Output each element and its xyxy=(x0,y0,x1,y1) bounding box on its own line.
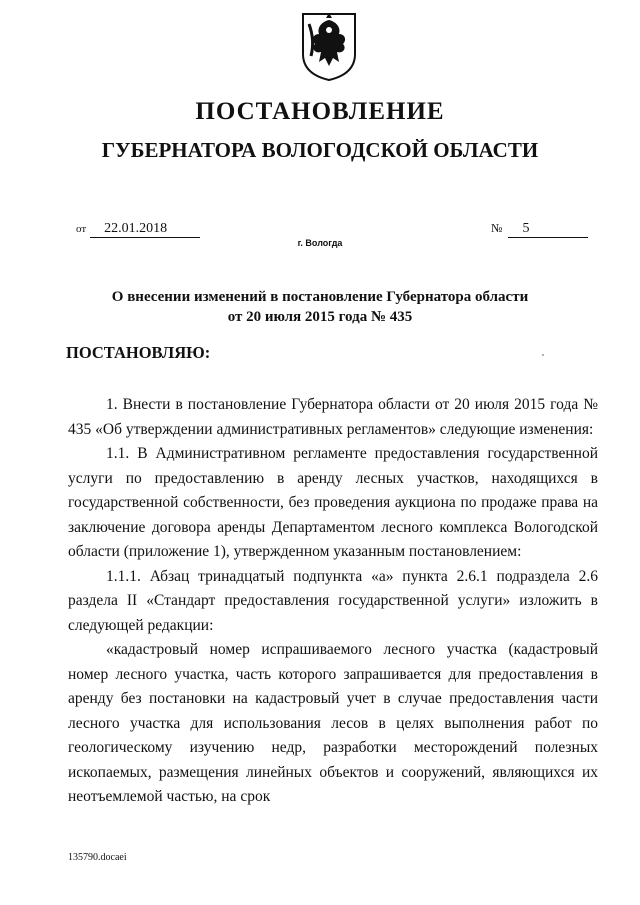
document-title: ПОСТАНОВЛЕНИЕ xyxy=(195,98,445,125)
number-field xyxy=(491,221,588,238)
document-body xyxy=(68,393,598,810)
decree-heading: ПОСТАНОВЛЯЮ: xyxy=(66,343,211,362)
number-value: 5 xyxy=(508,221,588,238)
date-value: 22.01.2018 xyxy=(90,221,200,238)
document-issuer: ГУБЕРНАТОРА ВОЛОГОДСКОЙ ОБЛАСТИ xyxy=(101,138,539,162)
subject-line-2: от 20 июля 2015 года № 435 xyxy=(227,309,413,325)
document-subject xyxy=(0,287,640,327)
subject-line-1: О внесении изменений в постановление Губернатора области xyxy=(111,289,529,305)
number-prefix: № xyxy=(491,221,503,235)
coat-of-arms-icon xyxy=(299,10,359,82)
paragraph: 1.1. В Административном регламенте предоставления государственной услуги по предоставлению в аренду лесных участков, находящихся в государственной собственности, без проведения аукциона по продаже права на заключение договора аренды Департаментом лесного комплекса Вологодской области (приложение 1), утвержденном указанным постановлением: xyxy=(68,445,598,560)
paragraph: «кадастровый номер испрашиваемого лесного участка (кадастровый номер лесного участка, часть которого запрашивается для предоставления в аренду без постановки на кадастровый учет в случае предоставления части лесного участка для использования лесов в целях выполнения работ по геологическому изучению недр, разработки месторождений полезных ископаемых, размещения линейных объектов и сооружений, являющихся их неотъемлемой частью, на срок xyxy=(68,641,598,805)
scan-speck xyxy=(542,354,544,356)
date-prefix: от xyxy=(76,223,87,235)
file-code: 135790.docaei xyxy=(68,852,127,863)
date-field xyxy=(76,221,200,238)
paragraph: 1. Внести в постановление Губернатора области от 20 июля 2015 года № 435 «Об утверждении административных регламентов» следующие изменения: xyxy=(68,396,598,438)
paragraph: 1.1.1. Абзац тринадцатый подпункта «а» пункта 2.6.1 подраздела 2.6 раздела II «Стандарт предоставления государственной услуги» изложить в следующей редакции: xyxy=(68,567,598,634)
city: г. Вологда xyxy=(297,238,343,248)
